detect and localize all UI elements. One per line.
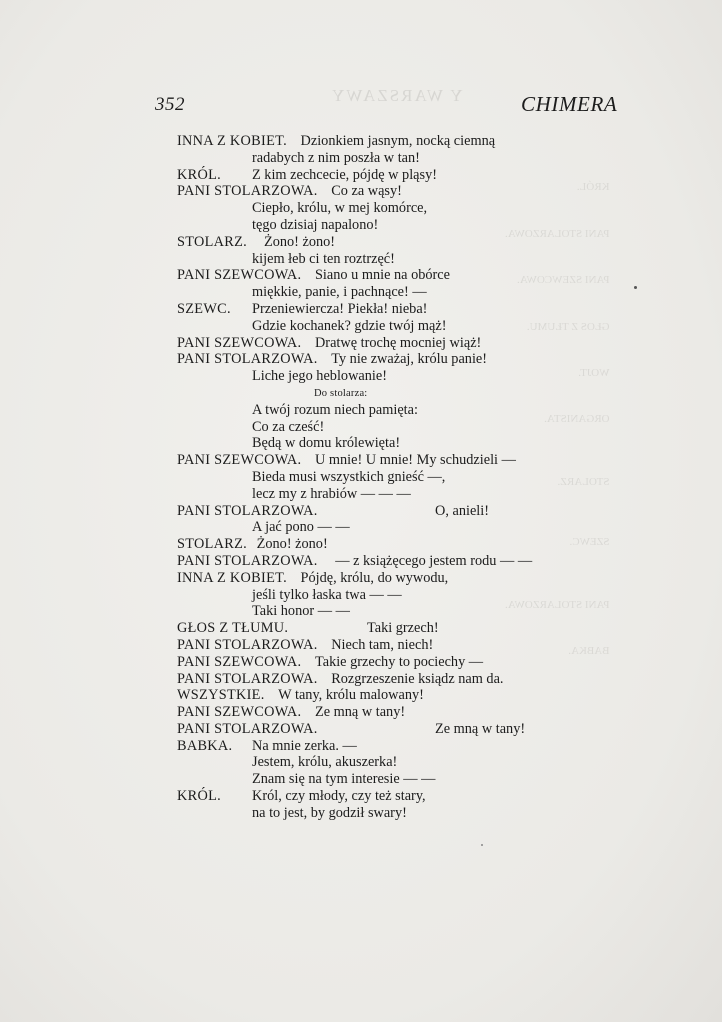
- line-text: Co za wąsy!: [331, 183, 402, 200]
- dialogue-line: [177, 200, 597, 217]
- dialogue-line: [177, 133, 597, 150]
- bleed-through-line: ORGANISTA.: [544, 413, 610, 426]
- bleed-through-line: PANI SZEWCOWA.: [517, 274, 610, 287]
- dialogue-line: [177, 469, 597, 486]
- dialogue-line: [177, 251, 597, 268]
- line-text: Pójdę, królu, do wywodu,: [300, 569, 449, 586]
- dialogue-line: [177, 788, 597, 805]
- line-text: Będą w domu królewięta!: [252, 435, 401, 452]
- line-text: Znam się na tym interesie — —: [252, 771, 436, 788]
- line-text: radabych z nim poszła w tan!: [252, 149, 420, 166]
- dialogue-line: [177, 519, 597, 536]
- line-text: A jać pono — —: [252, 519, 350, 536]
- dialogue-text: [177, 133, 597, 822]
- line-text: kijem łeb ci ten roztrzęć!: [252, 250, 395, 267]
- dialogue-line: [177, 620, 597, 637]
- line-text: Siano u mnie na obórce: [314, 267, 450, 284]
- speaker-label: INNA Z KOBIET.: [177, 569, 287, 586]
- line-text: O, anieli!: [435, 502, 489, 519]
- bleed-through-line: GŁOS Z TŁUMU.: [526, 320, 610, 333]
- dialogue-line: [177, 150, 597, 167]
- speaker-label: PANI STOLARZOWA.: [177, 552, 318, 569]
- dialogue-line: [177, 704, 597, 721]
- speaker-label: GŁOS Z TŁUMU.: [177, 620, 289, 637]
- line-text: Żono! żono!: [256, 536, 328, 553]
- dialogue-line: [177, 318, 597, 335]
- dialogue-line: [177, 234, 597, 251]
- speaker-label: PANI STOLARZOWA.: [177, 351, 318, 368]
- dialogue-line: [177, 536, 597, 553]
- speaker-label: WSZYSTKIE.: [177, 687, 265, 704]
- dialogue-line: [177, 587, 597, 604]
- dialogue-line: [177, 183, 597, 200]
- line-text: U mnie! U mnie! My schudzieli —: [314, 452, 516, 469]
- line-text: Dzionkiem jasnym, nocką ciemną: [300, 133, 496, 149]
- speaker-label: STOLARZ.: [177, 536, 248, 553]
- dialogue-line: [177, 452, 597, 469]
- dialogue-line: [177, 486, 597, 503]
- line-text: A twój rozum niech pamięta:: [252, 401, 418, 418]
- speaker-label: PANI SZEWCOWA.: [177, 704, 302, 721]
- line-text: Ze mną w tany!: [435, 720, 526, 737]
- dialogue-line: [177, 167, 597, 184]
- dialogue-line: [177, 301, 597, 318]
- dialogue-line: [177, 553, 597, 570]
- line-text: Ze mną w tany!: [314, 704, 406, 721]
- dialogue-line: [177, 368, 597, 385]
- dialogue-line: [177, 284, 597, 301]
- line-text: Król, czy młody, czy też stary,: [252, 788, 426, 805]
- dialogue-line: [177, 385, 597, 402]
- line-text: Dratwę trochę mocniej wiąż!: [314, 334, 482, 351]
- bleed-through-line: KRÓL.: [576, 181, 610, 194]
- line-text: Żono! żono!: [264, 233, 336, 250]
- dialogue-line: [177, 805, 597, 822]
- dialogue-line: [177, 603, 597, 620]
- dialogue-line: [177, 754, 597, 771]
- speaker-label: PANI STOLARZOWA.: [177, 670, 318, 687]
- stage-direction: Do stolarza:: [314, 387, 368, 399]
- dialogue-line: [177, 402, 597, 419]
- dialogue-line: [177, 503, 597, 520]
- speaker-label: PANI STOLARZOWA.: [177, 502, 318, 519]
- line-text: Gdzie kochanek? gdzie twój mąż!: [252, 317, 447, 334]
- bleed-through-line: PANI STOLARZOWA.: [505, 598, 610, 611]
- line-text: Z kim zechcecie, pójdę w pląsy!: [252, 166, 437, 183]
- bleed-through-line: PANI STOLARZOWA.: [505, 227, 610, 240]
- dialogue-line: [177, 570, 597, 587]
- dialogue-line: [177, 654, 597, 671]
- dialogue-line: [177, 721, 597, 738]
- speaker-label: INNA Z KOBIET.: [177, 133, 287, 149]
- line-text: tęgo dzisiaj napalono!: [252, 216, 379, 233]
- page-number: 352: [155, 94, 185, 115]
- line-text: Liche jego heblowanie!: [252, 368, 387, 385]
- dialogue-line: [177, 771, 597, 788]
- dialogue-line: [177, 335, 597, 352]
- line-text: Rozgrzeszenie ksiądz nam da.: [331, 670, 504, 687]
- line-text: Ciepło, królu, w mej komórce,: [252, 200, 428, 217]
- dialogue-line: [177, 217, 597, 234]
- speaker-label: STOLARZ.: [177, 233, 248, 250]
- line-text: miękkie, panie, i pachnące! —: [252, 284, 427, 301]
- dialogue-line: [177, 687, 597, 704]
- speaker-label: PANI SZEWCOWA.: [177, 452, 302, 469]
- bleed-through-header: Y WARSZAWY: [330, 86, 463, 105]
- speaker-label: SZEWC.: [177, 300, 231, 317]
- dialogue-line: [177, 267, 597, 284]
- bleed-through-line: WOJT.: [578, 367, 610, 380]
- line-text: jeśli tylko łaska twa — —: [252, 586, 402, 603]
- bleed-through-line: STOLARZ.: [557, 475, 610, 488]
- dialogue-line: [177, 351, 597, 368]
- line-text: Niech tam, niech!: [331, 636, 434, 653]
- print-speck: [634, 286, 637, 289]
- line-text: Co za cześć!: [252, 418, 325, 435]
- line-text: na to jest, by godził swary!: [252, 804, 407, 821]
- line-text: Takie grzechy to pociechy —: [314, 653, 484, 670]
- speaker-label: PANI STOLARZOWA.: [177, 636, 318, 653]
- line-text: lecz my z hrabiów — — —: [252, 485, 411, 502]
- speaker-label: PANI SZEWCOWA.: [177, 267, 302, 284]
- dialogue-line: [177, 671, 597, 688]
- speaker-label: KRÓL.: [177, 166, 221, 183]
- running-head: CHIMERA: [521, 92, 618, 116]
- line-text: Bieda musi wszystkich gnieść —,: [252, 468, 446, 485]
- line-text: Przeniewiercza! Piekła! nieba!: [252, 300, 428, 317]
- line-text: Ty nie zważaj, królu panie!: [331, 351, 488, 368]
- speaker-label: PANI SZEWCOWA.: [177, 334, 302, 351]
- line-text: Taki grzech!: [367, 620, 439, 637]
- dialogue-line: [177, 419, 597, 436]
- speaker-label: PANI SZEWCOWA.: [177, 653, 302, 670]
- line-text: Taki honor — —: [252, 603, 350, 620]
- line-text: W tany, królu malowany!: [278, 687, 424, 704]
- speaker-label: BABKA.: [177, 737, 233, 754]
- line-text: Jestem, królu, akuszerka!: [252, 754, 398, 771]
- line-text: — z książęcego jestem rodu — —: [335, 552, 533, 569]
- dialogue-line: [177, 637, 597, 654]
- dialogue-line: [177, 738, 597, 755]
- line-text: Na mnie zerka. —: [252, 737, 357, 754]
- speaker-label: PANI STOLARZOWA.: [177, 720, 318, 737]
- dialogue-line: [177, 435, 597, 452]
- bleed-through-line: SZEWC.: [569, 536, 610, 549]
- speaker-label: PANI STOLARZOWA.: [177, 183, 318, 200]
- speaker-label: KRÓL.: [177, 788, 221, 805]
- print-speck: [481, 844, 483, 846]
- bleed-through-line: BABKA.: [568, 645, 610, 658]
